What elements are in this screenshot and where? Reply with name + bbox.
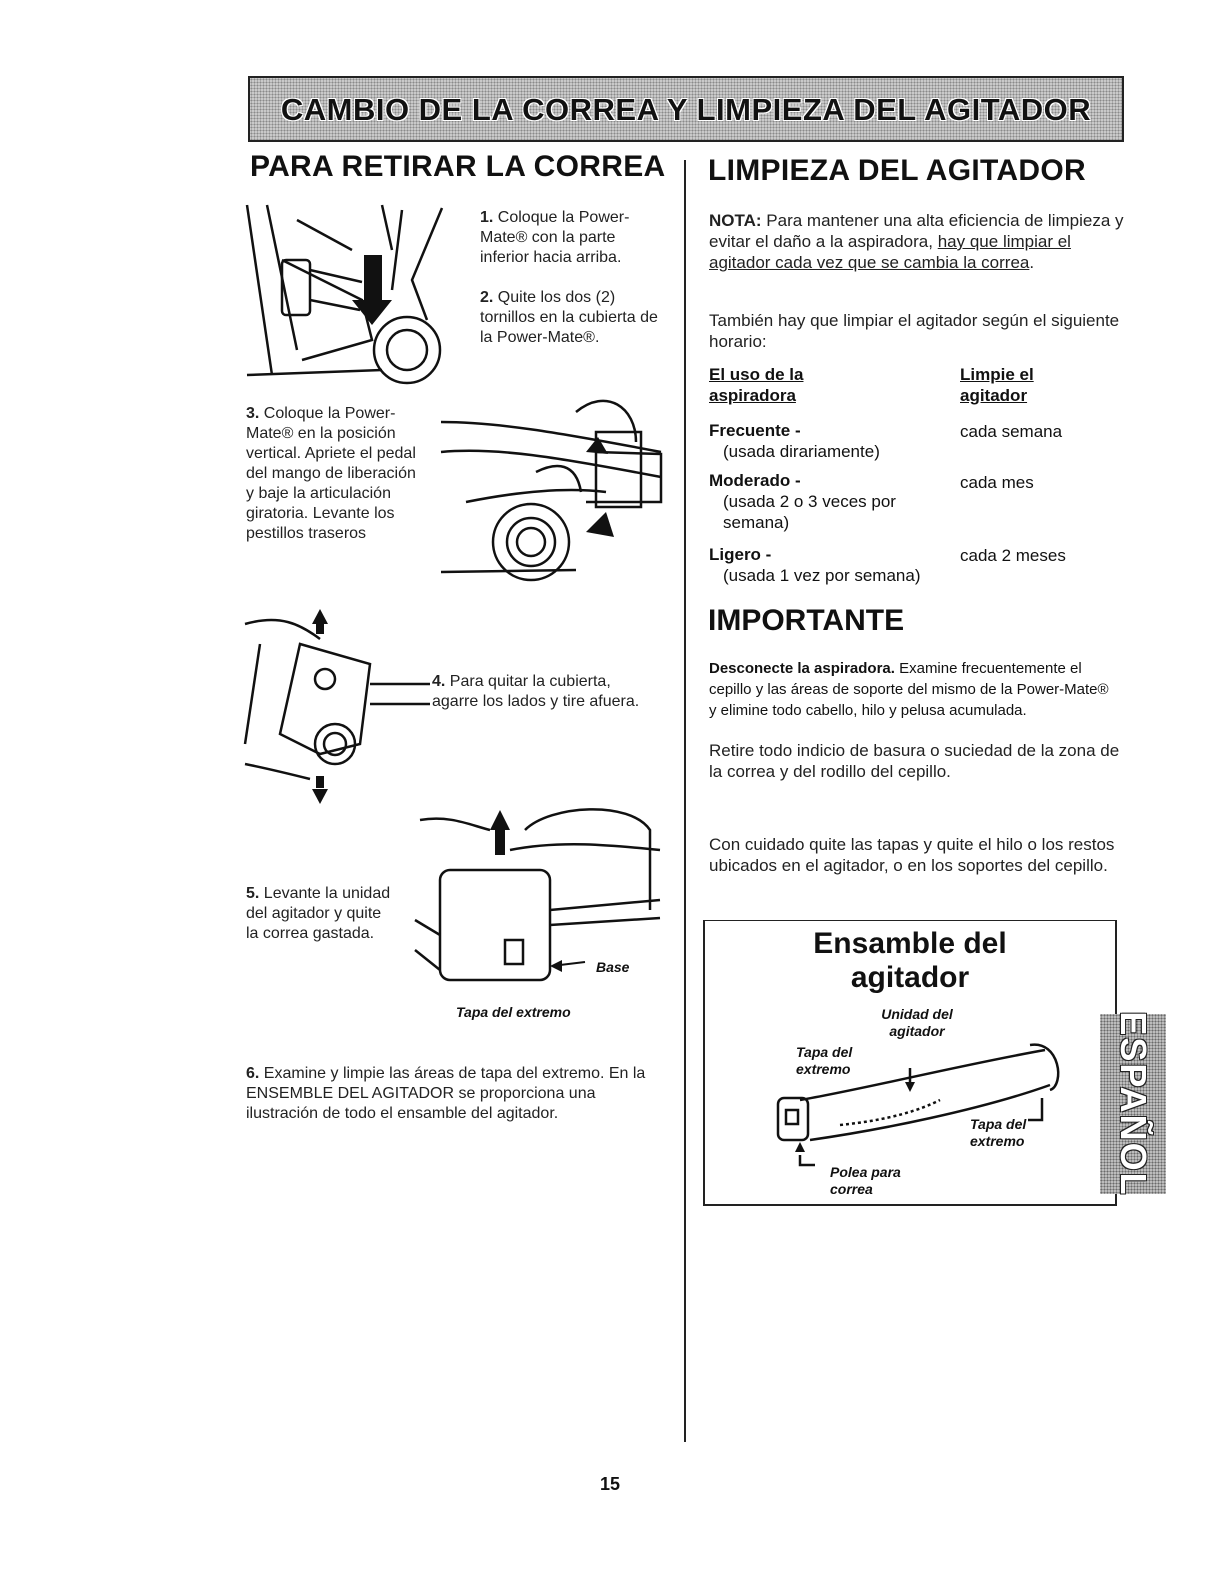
- importante-bold: Desconecte la aspiradora.: [709, 660, 895, 677]
- step-5-text: Levante la unidad del agitador y quite la correa gastada.: [246, 885, 391, 942]
- figure-remove-cover: [240, 604, 435, 812]
- step-5-number: 5.: [246, 885, 260, 902]
- step-6: [246, 1064, 656, 1124]
- schedule-use: Moderado -: [709, 471, 801, 490]
- left-heading: PARA RETIRAR LA CORREA: [250, 150, 666, 183]
- paragraph-cuidado: Con cuidado quite las tapas y quite el hilo o los restos ubicados en el agitador, o en los soportes del cepillo.: [709, 835, 1115, 875]
- fig5-label-base: Base: [596, 959, 630, 975]
- step-5: [246, 884, 396, 944]
- column-divider: [684, 160, 686, 1442]
- schedule-clean: cada semana: [960, 422, 1063, 441]
- step-3: [246, 404, 426, 544]
- label-unidad-agitador: Unidad del agitador: [881, 1006, 953, 1039]
- figure-powermate-underside: [242, 200, 462, 386]
- step-2: [480, 288, 660, 348]
- schedule-row: [709, 544, 959, 586]
- schedule-detail: (usada 1 vez por semana): [723, 566, 921, 585]
- step-2-number: 2.: [480, 289, 494, 306]
- section-banner: [248, 76, 1124, 142]
- nota-paragraph: [709, 210, 1124, 273]
- step-6-number: 6.: [246, 1065, 260, 1082]
- step-3-number: 3.: [246, 405, 260, 422]
- schedule-row: [709, 470, 929, 533]
- nota-end: .: [1029, 253, 1035, 272]
- nota-label: NOTA:: [709, 211, 762, 230]
- language-side-tab: [1100, 1011, 1166, 1197]
- schedule-clean: cada mes: [960, 473, 1034, 492]
- figure-powermate-vertical: [436, 392, 668, 592]
- nota-underlined: hay que limpiar el agitador cada vez que se cambia la correa: [709, 232, 1071, 272]
- page-number: 15: [599, 1474, 621, 1494]
- paragraph-retire: Retire todo indicio de basura o suciedad de la zona de la correa y del rodillo del cepillo.: [709, 741, 1120, 781]
- side-tab-label: ESPAÑOL: [1113, 1011, 1154, 1197]
- fig5-label-tapa: Tapa del extremo: [456, 1004, 571, 1020]
- step-4: [432, 672, 642, 712]
- tambien-paragraph: También hay que limpiar el agitador según el siguiente horario:: [709, 311, 1120, 351]
- step-6-text: Examine y limpie las áreas de tapa del extremo. En la ENSEMBLE DEL AGITADOR se proporciona una ilustración de todo el ensamble del agitador.: [246, 1065, 646, 1122]
- importante-heading: IMPORTANTE: [708, 604, 905, 637]
- step-4-number: 4.: [432, 673, 446, 690]
- label-tapa-right: Tapa del extremo: [970, 1116, 1027, 1149]
- schedule-detail: (usada 2 o 3 veces por semana): [723, 492, 896, 532]
- step-1-number: 1.: [480, 209, 494, 226]
- schedule-clean: cada 2 meses: [960, 546, 1066, 565]
- step-1: [480, 208, 660, 268]
- schedule-detail: (usada dirariamente): [723, 442, 880, 461]
- step-2-text: Quite los dos (2) tornillos en la cubierta de la Power-Mate®.: [480, 289, 658, 346]
- schedule-use: Ligero -: [709, 545, 772, 564]
- right-heading: LIMPIEZA DEL AGITADOR: [708, 154, 1086, 187]
- step-4-text: Para quitar la cubierta, agarre los lados y tire afuera.: [432, 673, 640, 710]
- importante-text: Examine frecuentemente el cepillo y las áreas de soporte del mismo de la Power-Mate® y elimine todo cabello, hilo y pelusa acumulada.: [709, 660, 1109, 719]
- label-tapa-left: Tapa del extremo: [796, 1044, 853, 1077]
- schedule-header-use: El uso de la aspiradora: [709, 365, 804, 405]
- banner-title: CAMBIO DE LA CORREA Y LIMPIEZA DEL AGITADOR: [280, 92, 1092, 127]
- label-polea: Polea para correa: [830, 1164, 901, 1197]
- step-3-text: Coloque la Power-Mate® en la posición vertical. Apriete el pedal del mango de liberación y baje la articulación giratoria. Levante los pestillos traseros: [246, 405, 416, 542]
- schedule-use: Frecuente -: [709, 421, 801, 440]
- ensamble-title: Ensamble del agitador: [813, 927, 1007, 994]
- schedule-row: [709, 420, 949, 462]
- nota-text: Para mantener una alta eficiencia de limpieza y evitar el daño a la aspiradora,: [709, 211, 1124, 251]
- importante-paragraph: [709, 658, 1109, 721]
- step-1-text: Coloque la Power-Mate® con la parte inferior hacia arriba.: [480, 209, 630, 266]
- schedule-header-clean: Limpie el agitador: [960, 365, 1034, 405]
